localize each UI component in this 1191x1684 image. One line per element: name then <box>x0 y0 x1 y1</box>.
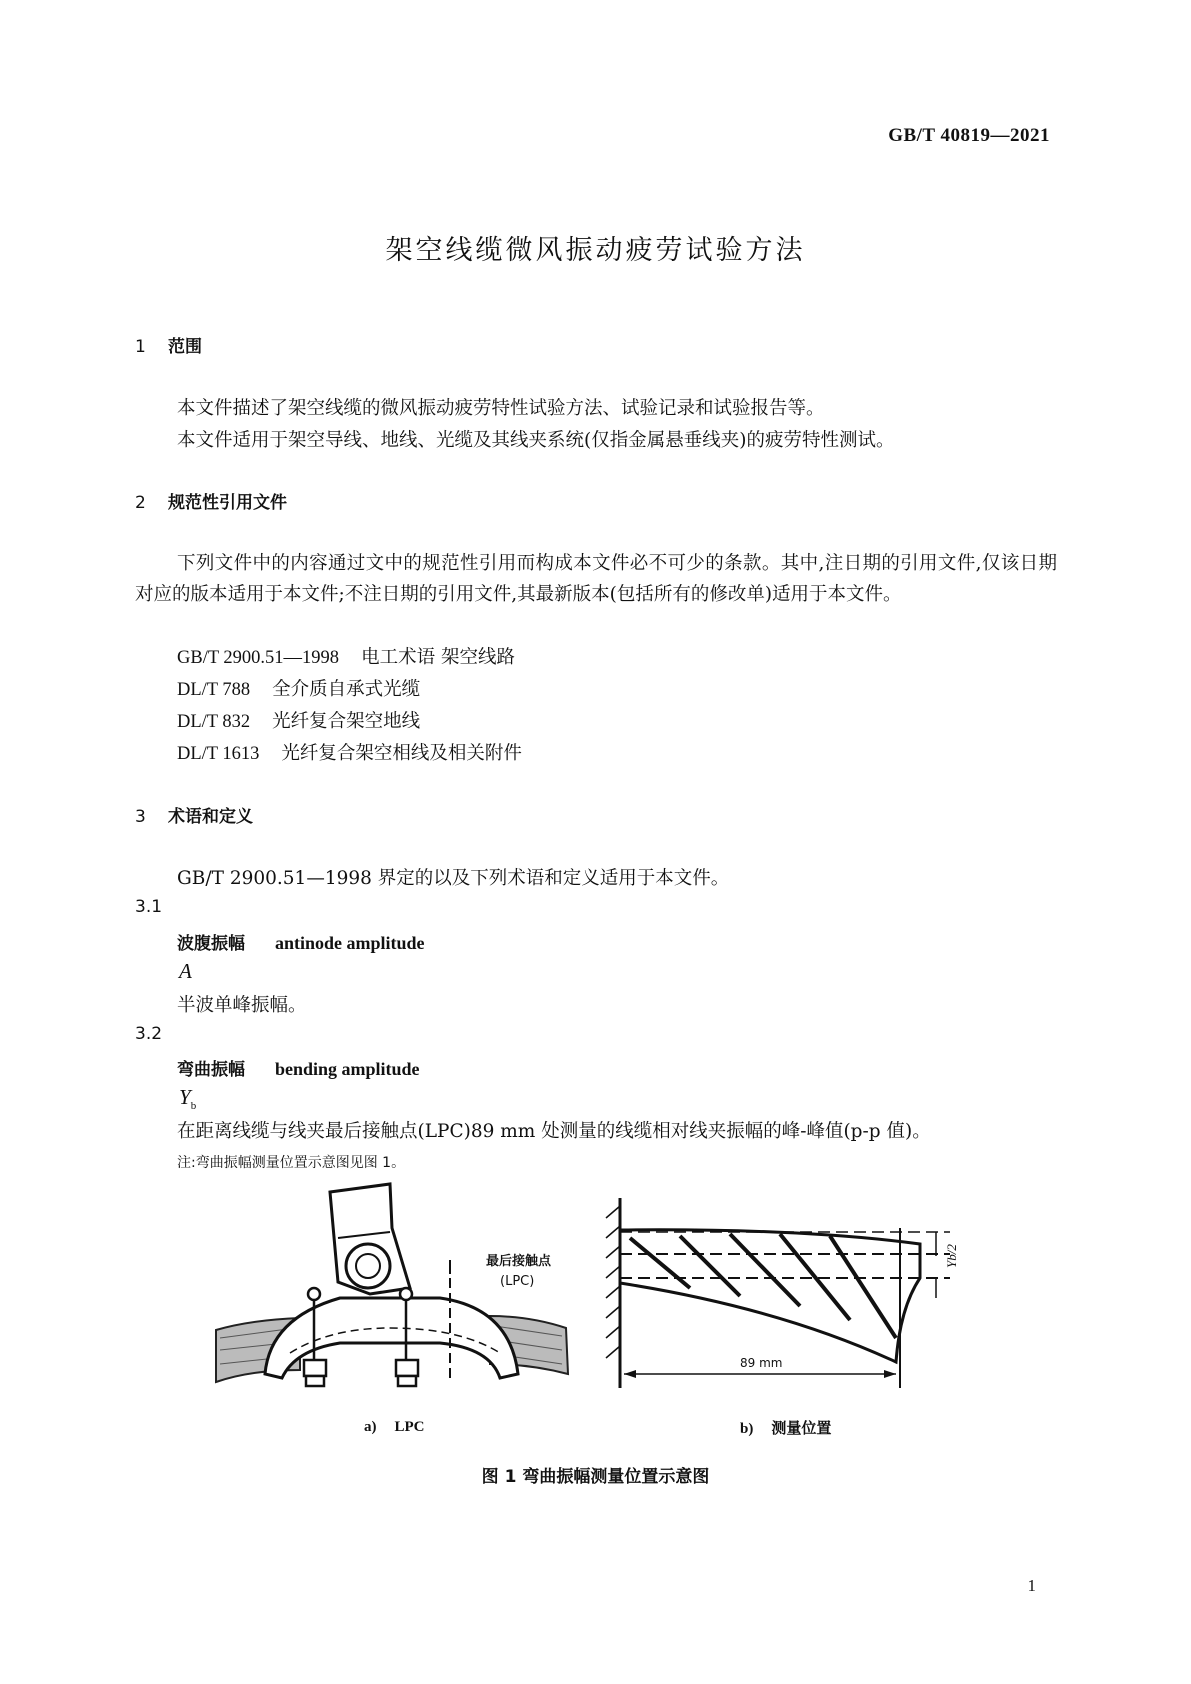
section-2-paragraph: 下列文件中的内容通过文中的规范性引用而构成本文件必不可少的条款。其中,注日期的引用文件,仅该日期对应的版本适用于本文件;不注日期的引用文件,其最新版本(包括所有的修改单)适用于本文件。 <box>135 553 1057 605</box>
reference-code: DL/T 788 <box>177 680 251 700</box>
figure-title: 图 1 弯曲振幅测量位置示意图 <box>481 1467 710 1487</box>
reference-item <box>177 675 420 701</box>
section-number: 2 <box>135 493 146 513</box>
reference-item <box>177 739 522 765</box>
page-number: 1 <box>1027 1576 1036 1595</box>
note: 注:弯曲振幅测量位置示意图见图 1。 <box>177 1155 406 1171</box>
term-heading <box>177 929 425 954</box>
term-definition: 半波单峰振幅。 <box>177 995 307 1016</box>
section-number: 1 <box>135 337 146 357</box>
reference-title: 全介质自承式光缆 <box>272 679 421 700</box>
dimension-89mm: 89 mm <box>740 1356 783 1370</box>
section-3-intro: GB/T 2900.51—1998 界定的以及下列术语和定义适用于本文件。 <box>177 868 730 889</box>
lpc-label: 最后接触点 <box>486 1254 552 1269</box>
term-symbol: A <box>179 959 192 983</box>
section-1-paragraph-1: 本文件描述了架空线缆的微风振动疲劳特性试验方法、试验记录和试验报告等。 <box>177 398 825 419</box>
reference-item <box>177 643 515 669</box>
caption-b <box>740 1417 831 1438</box>
section-title: 范围 <box>168 337 202 357</box>
term-heading <box>177 1055 420 1080</box>
bent-cable <box>620 1230 920 1362</box>
term-symbol <box>179 1085 196 1112</box>
section-title: 术语和定义 <box>168 807 253 827</box>
section-1-paragraph-2: 本文件适用于架空导线、地线、光缆及其线夹系统(仅指金属悬垂线夹)的疲劳特性测试。 <box>177 430 895 451</box>
amplitude-label <box>944 1244 960 1268</box>
amplitude-suffix: b/2 <box>944 1244 959 1261</box>
figure-b-measurement-drawing <box>600 1188 1000 1388</box>
term-en: bending amplitude <box>275 1059 420 1079</box>
reference-code: GB/T 2900.51—1998 <box>177 648 340 668</box>
section-title: 规范性引用文件 <box>168 493 287 513</box>
section-1-heading <box>135 332 202 357</box>
caption-b-letter: b) <box>740 1421 754 1437</box>
caption-b-text: 测量位置 <box>771 1419 832 1437</box>
reference-code: DL/T 832 <box>177 712 251 732</box>
term-zh: 波腹振幅 <box>177 934 245 954</box>
term-definition: 在距离线缆与线夹最后接触点(LPC)89 mm 处测量的线缆相对线夹振幅的峰-峰值(p-p 值)。 <box>177 1121 931 1142</box>
term-en: antinode amplitude <box>275 933 425 953</box>
symbol-letter: Y <box>179 1085 191 1109</box>
caption-a <box>364 1417 425 1436</box>
amplitude-letter: Y <box>944 1260 959 1268</box>
term-number: 3.2 <box>135 1024 163 1044</box>
section-3-heading <box>135 802 253 827</box>
document-title: 架空线缆微风振动疲劳试验方法 <box>385 235 806 266</box>
caption-a-letter: a) <box>364 1419 377 1435</box>
section-number: 3 <box>135 807 146 827</box>
reference-item <box>177 707 420 733</box>
section-2-heading <box>135 488 287 513</box>
standard-code: GB/T 40819—2021 <box>888 125 1050 146</box>
caption-a-text: LPC <box>394 1419 425 1435</box>
reference-title: 光纤复合架空相线及相关附件 <box>281 743 522 764</box>
term-zh: 弯曲振幅 <box>177 1060 245 1080</box>
reference-title: 电工术语 架空线路 <box>361 647 515 668</box>
symbol-subscript: b <box>190 1100 197 1113</box>
reference-code: DL/T 1613 <box>177 744 260 764</box>
term-number: 3.1 <box>135 897 163 917</box>
reference-title: 光纤复合架空地线 <box>272 711 421 732</box>
lpc-sublabel: (LPC) <box>500 1274 535 1289</box>
